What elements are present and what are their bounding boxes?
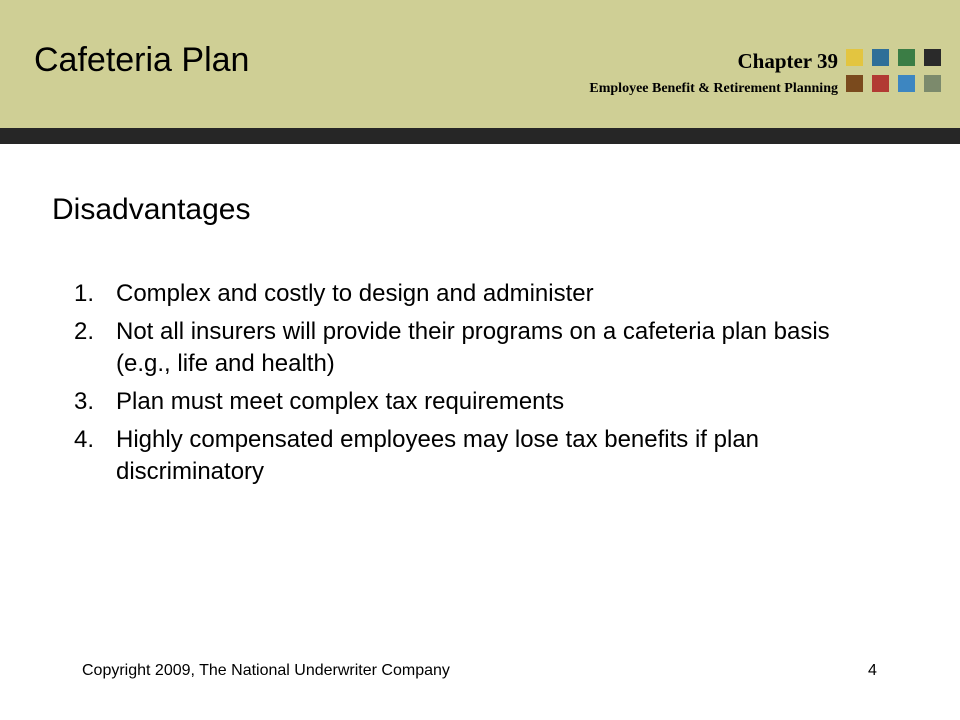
header-divider <box>0 128 960 144</box>
list-item-text: Highly compensated employees may lose tax benefits if plan discriminatory <box>116 426 760 485</box>
page-number: 4 <box>868 662 877 679</box>
color-square <box>872 75 889 92</box>
color-square <box>872 49 889 66</box>
chapter-label: Chapter 39 <box>737 49 838 73</box>
list-item-text: Complex and costly to design and administer <box>116 280 594 307</box>
color-square <box>924 75 941 92</box>
copyright-footer: Copyright 2009, The National Underwriter Company <box>82 662 450 679</box>
list-item <box>74 424 834 488</box>
slide-title: Cafeteria Plan <box>34 41 250 79</box>
list-item-number: 2. <box>74 318 95 345</box>
list-item-text: Plan must meet complex tax requirements <box>116 388 565 415</box>
color-square <box>898 49 915 66</box>
list-item-number: 3. <box>74 388 95 415</box>
color-square <box>924 49 941 66</box>
section-heading: Disadvantages <box>52 193 251 226</box>
slide-header <box>0 0 960 128</box>
list-item <box>74 386 834 418</box>
chapter-subtitle: Employee Benefit & Retirement Planning <box>589 81 838 96</box>
list-item-number: 4. <box>74 426 95 453</box>
color-square <box>846 49 863 66</box>
decorative-color-squares <box>846 49 942 95</box>
list-item <box>74 278 834 310</box>
list-item-number: 1. <box>74 280 95 307</box>
disadvantages-list <box>74 278 834 494</box>
list-item <box>74 316 834 380</box>
list-item-text: Not all insurers will provide their programs on a cafeteria plan basis (e.g., life and health) <box>116 318 830 377</box>
color-square <box>846 75 863 92</box>
color-square <box>898 75 915 92</box>
